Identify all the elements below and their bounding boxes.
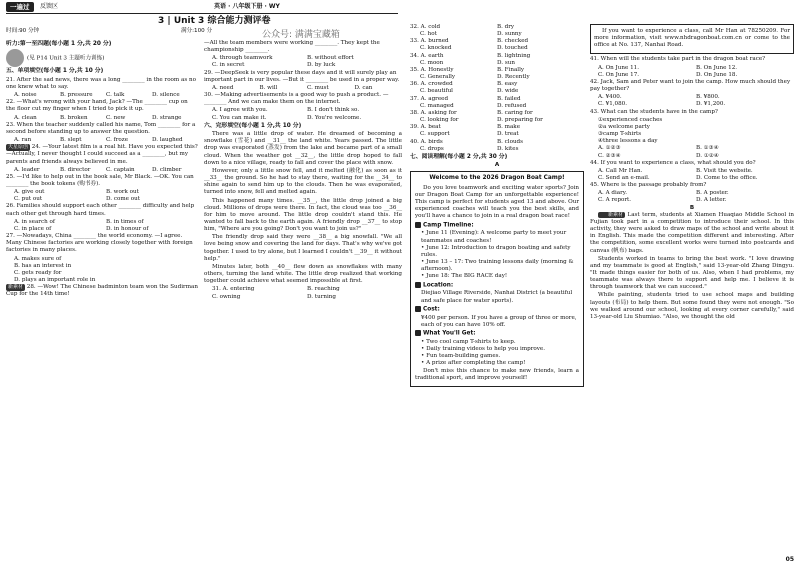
option[interactable]: B. On June 12. (696, 64, 738, 71)
option[interactable]: B. in times of (106, 218, 144, 225)
mascot-icon (6, 49, 24, 67)
option[interactable]: B. will (259, 84, 278, 91)
cloze-paragraph-2: However, only a little snow fell, and it melted (融化) as soon as it __33__ the ground. So he had to stay there, waiting for the __34__ to shine again to send him up to the clouds. Then he was evaporated, turned into snow, fell and melted again. (204, 167, 402, 196)
option[interactable]: 36. A. crowded (410, 81, 453, 88)
option[interactable]: C. froze (106, 137, 129, 144)
option[interactable]: 37. A. agreed (410, 95, 449, 102)
option[interactable]: C. captain (106, 166, 135, 173)
coin-icon (415, 306, 421, 312)
location-text: Diejiao Village Riverside, Nanhai District (a beautiful and safe place for water sports). (421, 290, 573, 304)
timeline-item: • June 18: The BIG RACE day! (421, 273, 508, 280)
question-22: 22. —What's wrong with your hand, Jack? —The ________ cup on the floor cut my finger when I tried to pick it up. (6, 99, 188, 113)
question-44: 44. If you want to experience a class, what should you do? (590, 159, 756, 166)
option[interactable]: 40. A. birds (410, 138, 443, 145)
option[interactable]: C. beautiful (420, 88, 453, 95)
option[interactable]: D. Recently (497, 74, 530, 81)
options-24 (6, 167, 198, 174)
question-43: 43. What can the students have in the camp? (590, 108, 718, 115)
options-40 (410, 139, 584, 153)
get-heading (415, 330, 579, 338)
calendar-icon (415, 222, 421, 228)
option[interactable]: B. dry (497, 24, 515, 30)
list-item: ④three lessons a day (598, 138, 658, 145)
listening-note-row (6, 49, 198, 67)
option[interactable]: D. plays an important role in (14, 277, 96, 284)
options-22 (6, 115, 198, 122)
option[interactable]: D. come out (106, 196, 140, 203)
option[interactable]: A. Call Mr Han. (598, 167, 643, 174)
contact-box (590, 24, 794, 54)
option[interactable]: C. moon (420, 59, 444, 66)
option[interactable]: A. makes sure of (14, 255, 62, 262)
benefit-item: • Fun team-building games. (421, 353, 501, 360)
question-28-text: 28. —Wow! The Chinese badminton team won the Sudirman Cup for the 14th time! (6, 284, 198, 298)
option[interactable]: 32. A. cold (410, 24, 441, 30)
option[interactable]: D. laughed (152, 137, 183, 144)
option[interactable]: D. ①②④ (696, 152, 719, 159)
option[interactable]: C. in secret (212, 62, 245, 69)
options-44 (590, 168, 794, 182)
benefit-item: • A prize after completing the camp! (421, 360, 526, 367)
option[interactable]: C. talk (106, 92, 125, 99)
top-bar (6, 2, 398, 14)
option[interactable]: D. On June 18. (696, 71, 738, 78)
list-item: ①experienced coaches (598, 116, 663, 123)
benefit-item: • Two cool camp T-shirts to keep. (421, 338, 516, 345)
option[interactable]: D. preparing for (497, 117, 543, 124)
gift-icon (415, 330, 421, 336)
brand-badge: 一遍过 (6, 2, 34, 12)
option[interactable]: A. in search of (14, 218, 55, 225)
question-27: 27. —Nowadays, China ________ the world economy. —I agree. Many Chinese factories are working closely together with foreign factories in many places. (6, 233, 193, 254)
option[interactable]: D. sunny (497, 31, 522, 38)
option[interactable]: A. On June 11. (598, 64, 639, 71)
option[interactable]: B. broken (60, 114, 88, 121)
cloze-paragraph-3: This happened many times. __35__, the little drop joined a big cloud. Millions of drops were there. In fact, the cloud was too __36__ for him to move around. The little drop couldn't stand this. He wanted to fall back to the earth again. A friendly drop __37__ to stop him, "Where are you going? Don't you want to join us?" (204, 197, 402, 233)
option[interactable]: B. clouds (497, 138, 524, 145)
option[interactable]: C. put out (14, 196, 43, 203)
option[interactable]: C. managed (420, 102, 454, 109)
location-heading (415, 282, 579, 290)
question-23: 23. When the teacher suddenly called his name, Tom ________ for a second before standing up to answer the question. (6, 121, 196, 135)
options-21 (6, 92, 198, 99)
option[interactable]: C. knocked (420, 45, 452, 52)
time-limit: 时间:90 分钟 (6, 28, 40, 34)
question-24 (6, 144, 198, 165)
options-36 (410, 81, 584, 95)
cloze-paragraph-5: Minutes later, both __40__ flew down as snowflakes with many others, turning the land white. The little drop realized that working together could achieve what seemed impossible at first. (204, 263, 402, 285)
option[interactable]: A. noise (14, 92, 37, 99)
options-26 (6, 219, 198, 233)
time-score-bar (6, 28, 398, 35)
feedback-badge: 反馈区 (40, 3, 59, 10)
option[interactable]: D. You're welcome. (307, 114, 362, 121)
list-item: ②a welcome party (598, 123, 650, 130)
options-27 (6, 256, 198, 285)
option[interactable]: C. support (420, 131, 450, 138)
options-37 (410, 96, 584, 110)
option[interactable]: C. drops (420, 145, 444, 152)
watermark: 公众号: 满满宝藏箱 (262, 30, 340, 40)
option[interactable]: B. pressure (60, 92, 93, 99)
option[interactable]: D. by luck (307, 62, 336, 69)
option[interactable]: 38. A. asking for (410, 109, 457, 116)
option[interactable]: B. without effort (307, 55, 354, 62)
option[interactable]: B. caring for (497, 109, 533, 116)
option[interactable]: C. On June 17. (598, 71, 640, 78)
option[interactable]: B. checked (497, 38, 529, 45)
new-material-tag: 新素材 (8, 284, 24, 291)
passage-a-label: A (494, 162, 500, 169)
cloze-paragraph-4: The friendly drop said they were __38__ a big snowfall. "We all love being snow and covering the land for days. That's why we've got together. I used to try alone, but I learned I couldn't __39__ it without help." (204, 234, 402, 262)
option[interactable]: B. work out (106, 189, 139, 196)
options-45 (590, 190, 794, 204)
option[interactable]: 33. A. burned (410, 38, 449, 45)
cloze-paragraph-1: There was a little drop of water. He dreamed of becoming a snowflake (雪花) and __31__ the land white. Years passed. The little drop was evaporated (蒸发) from the lake and became part of a small cloud. When the weather got __32__, the little drop hoped to fall down to a nice village, ready to fall and cover the place with snow. (204, 131, 402, 166)
option[interactable]: C. Generally (420, 74, 456, 81)
option[interactable]: B. A poster. (696, 190, 729, 197)
question-21: 21. After the sad news, there was a long ________ in the room as no one knew what to say. (6, 76, 196, 90)
timeline-item: • June 11 (Evening): A welcome party to meet your teammates and coaches! (421, 230, 567, 244)
option[interactable]: B. reaching (307, 286, 340, 293)
option[interactable]: C. Send an e-mail. (598, 174, 650, 181)
option[interactable]: 35. A. Honestly (410, 66, 454, 73)
options-34 (410, 53, 584, 67)
cost-text: ¥400 per person. If you have a group of three or more, each of you can have 10% off. (421, 314, 577, 328)
passage-b-paragraph-1-text: Last term, students at Xiamen Huaqiao Middle School in Fujian took part in a competition to introduce their school. In this activity, they were asked to draw maps of the school and write about it in English. This made the competition different and interesting. After the competition, some excellent works were turned into postcards and canvas (帆布) bags. (590, 211, 794, 254)
page-title: 3 | Unit 3 综合能力测评卷 (158, 16, 271, 26)
option[interactable]: B. ①③④ (696, 145, 719, 152)
option[interactable]: D. touched (497, 45, 528, 52)
question-42: 42. Jack, Sam and Peter want to join the camp. How much should they pay together? (590, 78, 791, 93)
options-28 (204, 55, 402, 69)
question-28-continued: —All the team members were working ________. They kept the championship ________. (204, 40, 380, 54)
options-30 (204, 107, 402, 121)
options-35 (410, 67, 584, 81)
option[interactable]: A. need (212, 84, 234, 91)
options-39 (410, 124, 584, 138)
options-32 (410, 24, 584, 38)
option[interactable]: B. make (497, 124, 521, 131)
option[interactable]: D. climber (152, 166, 182, 173)
column-3 (410, 24, 584, 387)
options-33 (410, 38, 584, 52)
option[interactable]: B. Finally (497, 66, 525, 73)
option[interactable]: C. A report. (598, 197, 632, 204)
question-30: 30. —Making advertisements is a good way to push a product. —________ And we can make them on the internet. (204, 92, 389, 106)
question-25: 25. —I'd like to help out in the book sale, Mr Black. —OK. You can ________ the book tokens (购书券). (6, 173, 194, 187)
original-tag: 天星原创 (8, 144, 29, 151)
option[interactable]: C. ②③④ (598, 152, 621, 159)
question-28 (6, 284, 198, 298)
option[interactable]: A. ¥400. (598, 94, 622, 101)
get-heading-text: What You'll Get: (423, 330, 476, 337)
page-number: 05 (785, 556, 794, 564)
option[interactable]: C. hot (420, 31, 437, 38)
option[interactable]: D. turning (307, 293, 336, 300)
option[interactable]: B. lightning (497, 52, 531, 59)
option[interactable]: B. has an interest in (14, 262, 72, 269)
cost-heading-text: Cost: (423, 306, 440, 313)
section-5-heading: 五、单项填空(每小题 1 分,共 10 分) (6, 68, 104, 75)
question-45: 45. Where is the passage probably from? (590, 182, 707, 189)
question-26: 26. Families should support each other ________ difficulty and help each other get through hard times. (6, 203, 195, 217)
list-43 (590, 117, 794, 146)
option[interactable]: C. owning (212, 293, 241, 300)
contact-text: If you want to experience a class, call Mr Han at 78250209. For more information, visit www.nhdragonboat.com.cn or come to the office at No. 137, Nanhai Road. (594, 28, 790, 49)
options-42 (590, 94, 794, 108)
option[interactable]: B. director (60, 166, 91, 173)
timeline-item: • June 13 – 17: Two training lessons daily (morning & afternoon). (421, 259, 574, 273)
option[interactable]: D. sun (497, 59, 515, 66)
option[interactable]: C. ¥1,080. (598, 101, 627, 108)
option[interactable]: D. ¥1,200. (696, 101, 726, 108)
options-29 (204, 85, 402, 92)
option[interactable]: B. ¥800. (696, 94, 720, 101)
full-score: 满分:100 分 (180, 28, 213, 34)
column-4 (590, 24, 794, 322)
option[interactable]: C. must (307, 84, 329, 91)
option[interactable]: D. in honour of (106, 225, 149, 232)
location-heading-text: Location: (423, 282, 454, 289)
question-41: 41. When will the students take part in the dragon boat race? (590, 56, 766, 63)
option[interactable]: D. kites (497, 145, 519, 152)
cost-heading (415, 306, 579, 314)
options-25 (6, 189, 198, 203)
option[interactable]: A. A diary. (598, 190, 627, 197)
question-24-text: 24. —Your latest film is a real hit. Have you expected this? —Actually, I never thought I could succeed as a ________, but my parents and friends always believed in me. (6, 144, 198, 165)
column-2 (204, 40, 402, 301)
option[interactable]: A. ran (14, 137, 32, 144)
options-43 (590, 145, 794, 159)
passage-b-paragraph-2: Students worked in teams to bring the best work. "I love drawing and my teammate is good at English," said 13-year-old Zhang Dingyu. "It made things easier for both of us. Also, when I had problems, my teammate was always there to support and help me. I believe it is through teamwork that we can succeed." (590, 255, 794, 291)
option[interactable]: A. give out (14, 189, 45, 196)
listening-heading: 听力:第一至四题(每小题 1 分,共 20 分) (6, 41, 112, 47)
timeline-heading (415, 222, 579, 230)
options-41 (590, 65, 794, 79)
option[interactable]: 31. A. entering (212, 286, 255, 293)
benefit-item: • Daily training videos to help you improve. (421, 346, 545, 353)
option[interactable]: C. looking for (420, 117, 459, 124)
option[interactable]: D. refused (497, 102, 527, 109)
options-31 (204, 286, 402, 300)
section-7-heading: 七、阅读理解(每小题 2 分,共 30 分) (410, 153, 508, 160)
option[interactable]: D. Come to the office. (696, 174, 758, 181)
option[interactable]: C. You can make it. (212, 114, 267, 121)
poster-closing: Don't miss this chance to make new friends, learn a traditional sport, and improve yourself! (415, 367, 579, 381)
option[interactable]: C. gets ready for (14, 269, 62, 276)
option[interactable]: A. ①②③ (598, 145, 621, 152)
passage-b-paragraph-1 (590, 212, 794, 255)
option[interactable]: B. slept (60, 137, 82, 144)
timeline-item: • June 12: Introduction to dragon boating and safety rules. (421, 244, 571, 258)
option[interactable]: B. failed (497, 95, 521, 102)
option[interactable]: B. Visit the website. (696, 167, 753, 174)
poster-intro: Do you love teamwork and exciting water sports? Join our Dragon Boat Camp for an unforgettable experience! This camp is perfect for students aged 13 and above. Our experienced coaches will teach you the best skills, and you'll have a chance to join in a real dragon boat race! (415, 184, 579, 220)
option[interactable]: D. wide (497, 88, 519, 95)
options-38 (410, 110, 584, 124)
option[interactable]: C. in place of (14, 225, 52, 232)
option[interactable]: A. I agree with you. (212, 107, 268, 114)
question-29: 29. —DeepSeek is very popular these days and it will surely play an important part in our lives. —But it ________ be used in a proper way. (204, 69, 400, 83)
passage-b-label: B (689, 204, 695, 211)
new-material-tag: 新素材 (598, 212, 625, 218)
listening-note: (见 P14 Unit 3 主题听力训练) (27, 55, 105, 62)
option[interactable]: A. leader (14, 166, 40, 173)
option[interactable]: D. strange (152, 114, 182, 121)
location-pin-icon (415, 282, 421, 288)
option[interactable]: 34. A. earth (410, 52, 444, 59)
option[interactable]: B. I don't think so. (307, 107, 360, 114)
option[interactable]: D. can (354, 84, 373, 91)
passage-b-paragraph-3: While painting, students tried to use school maps and building layouts (布局) to help them. But some found they were not enough. "So we walked around our school, looking at every corner carefully," said 13-year-old Liu Shumiao. "Also, we thought the old (590, 292, 794, 320)
option[interactable]: A. clean (14, 114, 37, 121)
timeline-heading-text: Camp Timeline: (423, 222, 474, 229)
option[interactable]: A. through teamwork (212, 55, 273, 62)
option[interactable]: 39. A. beat (410, 124, 441, 131)
subject-label: 英语 · 八年级下册 · WY (214, 3, 280, 10)
poster-title: Welcome to the 2026 Dragon Boat Camp! (429, 175, 565, 182)
option[interactable]: D. treat (497, 131, 519, 138)
section-6-heading: 六、完形填空(每小题 1 分,共 10 分) (204, 122, 302, 129)
column-1 (6, 40, 198, 300)
option[interactable]: D. silence (152, 92, 180, 99)
option[interactable]: B. easy (497, 81, 518, 88)
option[interactable]: D. A letter. (696, 197, 727, 204)
list-item: ③camp T-shirts (598, 131, 642, 138)
camp-poster (410, 171, 584, 386)
option[interactable]: C. new (106, 114, 126, 121)
